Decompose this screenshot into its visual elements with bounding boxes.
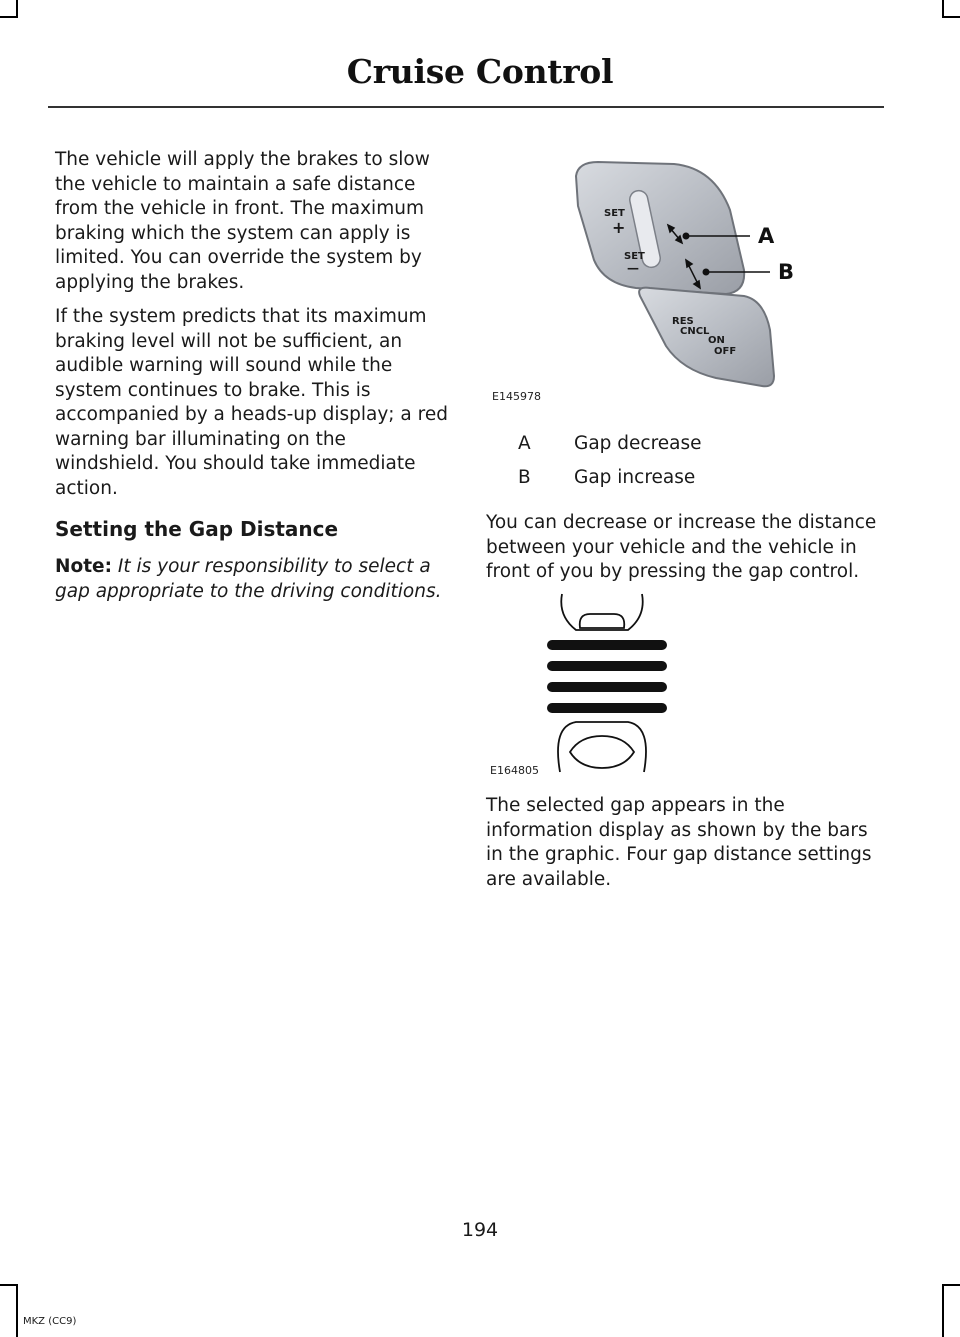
crop-mark (942, 1284, 960, 1286)
gap-bar (547, 640, 667, 650)
figure-code: E145978 (492, 390, 541, 403)
gap-bar (547, 661, 667, 671)
legend-key: B (518, 467, 531, 488)
gap-display-figure (540, 592, 680, 782)
legend-text: Gap decrease (574, 433, 702, 454)
legend-text: Gap increase (574, 467, 696, 488)
left-column (55, 148, 451, 604)
model-code: MKZ (CC9) (23, 1316, 77, 1327)
section-heading: Setting the Gap Distance (55, 517, 339, 541)
crop-mark (942, 1284, 944, 1337)
legend-row-b (518, 467, 695, 488)
gap-bars (547, 640, 667, 713)
own-vehicle-icon (558, 722, 646, 772)
crop-mark (0, 1284, 18, 1286)
header-divider (48, 106, 884, 108)
off-label: OFF (714, 346, 737, 357)
note-text: It is your responsibility to select a gap appropriate to the driving conditions. (55, 556, 442, 602)
set-switch-panel (576, 162, 744, 294)
on-label: ON (708, 335, 725, 346)
steering-switch-figure (486, 150, 846, 410)
legend-key: A (518, 433, 531, 454)
front-vehicle-icon (561, 594, 642, 630)
set-minus-label: SET (624, 251, 645, 262)
paragraph-braking: The vehicle will apply the brakes to slow the vehicle to maintain a safe distance from the vehicle in front. The maximum braking which the system can apply is limited. You can override the system by applying the brakes. (55, 149, 430, 293)
cncl-label: CNCL (680, 326, 710, 337)
paragraph-gap-control: You can decrease or increase the distance between your vehicle and the vehicle in front of you by pressing the gap control. (486, 512, 877, 582)
figure-code: E164805 (490, 764, 539, 777)
minus-label: — (627, 261, 639, 275)
callout-b-label: B (778, 260, 795, 284)
note (55, 555, 451, 604)
note-label: Note: (55, 556, 112, 577)
plus-label: + (612, 218, 626, 237)
res-label: RES (672, 316, 694, 327)
crop-mark (0, 16, 18, 18)
gap-bar (547, 682, 667, 692)
page-title: Cruise Control (346, 52, 614, 91)
crop-mark (16, 1284, 18, 1337)
paragraph-warning: If the system predicts that its maximum braking level will not be sufficient, an audible warning will sound while the system continues to brake. This is accompanied by a heads-up display; a red warning bar illuminating on the windshield. You should take immediate action. (55, 306, 448, 499)
set-plus-label: SET (604, 208, 625, 219)
gap-bar (547, 703, 667, 713)
paragraph-selected-gap: The selected gap appears in the information display as shown by the bars in the graphic. Four gap distance settings are available. (486, 795, 872, 890)
page-number: 194 (461, 1219, 499, 1241)
crop-mark (942, 16, 960, 18)
legend-row-a (518, 433, 702, 454)
callout-a-label: A (758, 224, 775, 248)
